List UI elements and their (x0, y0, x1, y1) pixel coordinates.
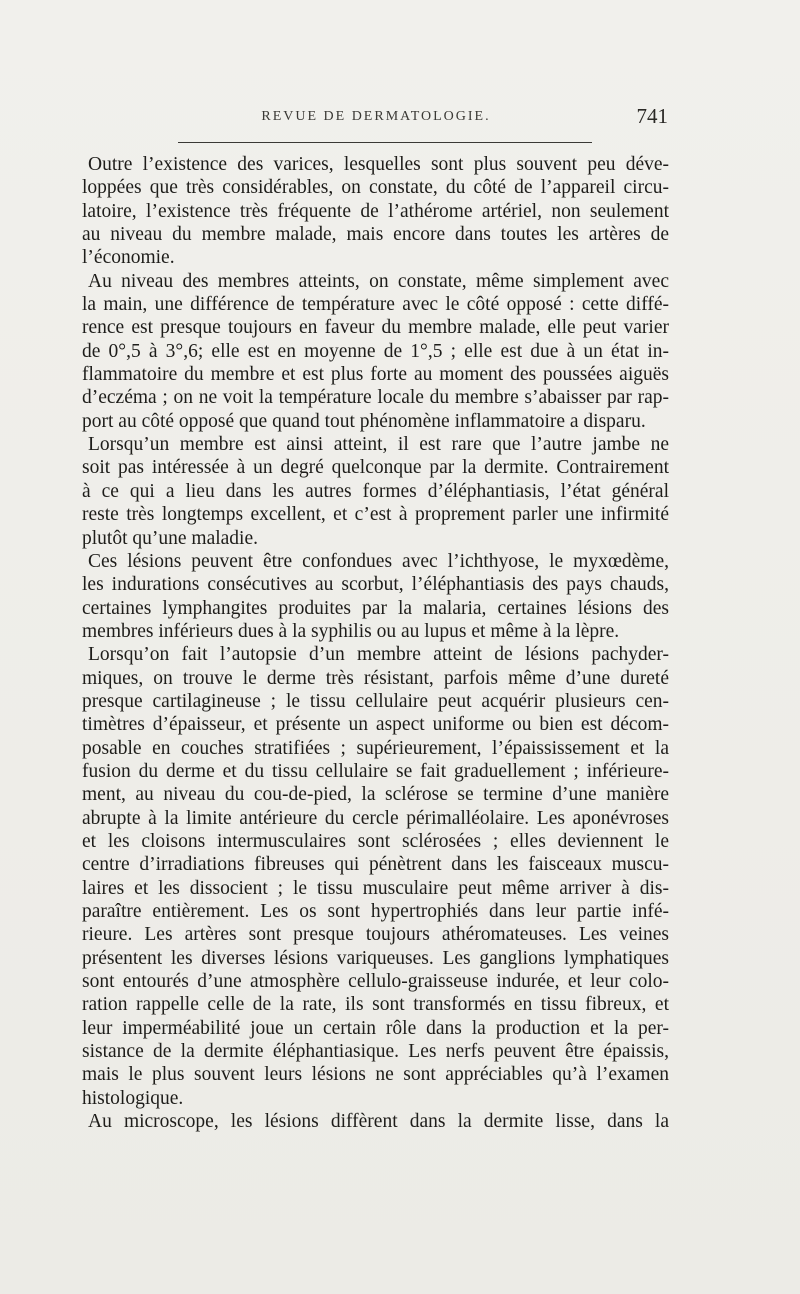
text-line: timètres d’épaisseur, et présente un aspect uniforme ou bien est décom- (82, 714, 669, 736)
text-line: au niveau du membre malade, mais encore dans toutes les artères de (82, 224, 669, 246)
text-line: et les cloisons intermusculaires sont sclérosées ; elles deviennent le (82, 830, 669, 852)
text-line: à ce qui a lieu dans les autres formes d’éléphantiasis, l’état général (82, 480, 669, 502)
text-line: presque cartilagineuse ; le tissu cellulaire peut acquérir plusieurs cen- (82, 690, 669, 712)
text-line: leur imperméabilité joue un certain rôle dans la production et la per- (82, 1017, 669, 1039)
text-line: sont entourés d’une atmosphère cellulo-graisseuse indurée, et leur colo- (82, 971, 669, 993)
text-line: rieure. Les artères sont presque toujours athéromateuses. Les veines (82, 924, 669, 946)
text-line: d’eczéma ; on ne voit la température locale du membre s’abaisser par rap- (82, 387, 669, 409)
text-line: port au côté opposé que quand tout phénomène inflammatoire a disparu. (82, 410, 646, 432)
text-line: posable en couches stratifiées ; supérieurement, l’épaississement et la (82, 737, 669, 759)
text-line: histologique. (82, 1087, 184, 1109)
text-line: ration rappelle celle de la rate, ils sont transformés en tissu fibreux, et (82, 994, 669, 1016)
text-line: l’économie. (82, 247, 175, 269)
text-line: les indurations consécutives au scorbut, l’éléphantiasis des pays chauds, (82, 574, 669, 596)
text-line: paraître entièrement. Les os sont hypertrophiés dans leur partie infé- (82, 901, 669, 922)
text-line: fusion du derme et du tissu cellulaire se fait graduellement ; inférieure- (82, 760, 669, 782)
text-line: loppées que très considérables, on constate, du côté de l’appareil circu- (82, 177, 669, 199)
text-line: certaines lymphangites produites par la malaria, certaines lésions des (82, 597, 669, 619)
text-line: Ces lésions peuvent être confondues avec l’ichthyose, le myxœdème, (88, 550, 669, 572)
text-line: mais le plus souvent leurs lésions ne sont appréciables qu’à l’examen (82, 1064, 669, 1086)
text-line: abrupte à la limite antérieure du cercle périmalléolaire. Les aponévroses (82, 807, 669, 829)
text-line: laires et les dissocient ; le tissu musculaire peut même arriver à dis- (82, 877, 669, 899)
text-line: de 0°,5 à 3°,6; elle est en moyenne de 1°,5 ; elle est due à un état in- (82, 340, 669, 362)
text-line: rence est presque toujours en faveur du membre malade, elle peut varier (82, 317, 669, 339)
text-line: latoire, l’existence très fréquente de l’athérome artériel, non seulement (82, 200, 669, 222)
text-line: la main, une différence de température avec le côté opposé : cette diffé- (82, 294, 669, 316)
text-line: présentent les diverses lésions variqueuses. Les ganglions lymphatiques (82, 947, 669, 969)
text-line: Au niveau des membres atteints, on constate, même simplement avec (88, 270, 669, 292)
text-line: miques, on trouve le derme très résistant, parfois même d’une dureté (82, 667, 669, 689)
text-line: Outre l’existence des varices, lesquelles sont plus souvent peu déve- (88, 154, 669, 175)
text-line: centre d’irradiations fibreuses qui pénètrent dans les faisceaux muscu- (82, 854, 669, 876)
text-line: membres inférieurs dues à la syphilis ou au lupus et même à la lèpre. (82, 620, 620, 642)
text-line: plutôt qu’une maladie. (82, 527, 258, 549)
text-line: flammatoire du membre et est plus forte au moment des poussées aiguës (82, 364, 669, 386)
text-line: Lorsqu’on fait l’autopsie d’un membre atteint de lésions pachyder- (88, 644, 669, 666)
header-rule (178, 142, 592, 143)
text-line: Au microscope, les lésions diffèrent dans la dermite lisse, dans la (88, 1111, 669, 1133)
text-line: ment, au niveau du cou-de-pied, la sclérose se termine d’une manière (82, 784, 669, 806)
page-number: 741 (636, 104, 668, 128)
text-line: sistance de la dermite éléphantiasique. Les nerfs peuvent être épaissis, (82, 1041, 669, 1063)
text-line: reste très longtemps excellent, et c’est à proprement parler une infirmité (82, 504, 669, 526)
running-head (82, 105, 670, 129)
body-text (82, 153, 669, 1133)
text-line: soit pas intéressée à un degré quelconque par la dermite. Contrairement (82, 457, 669, 479)
text-line: Lorsqu’un membre est ainsi atteint, il est rare que l’autre jambe ne (88, 434, 669, 456)
journal-title: REVUE DE DERMATOLOGIE. (261, 109, 491, 124)
